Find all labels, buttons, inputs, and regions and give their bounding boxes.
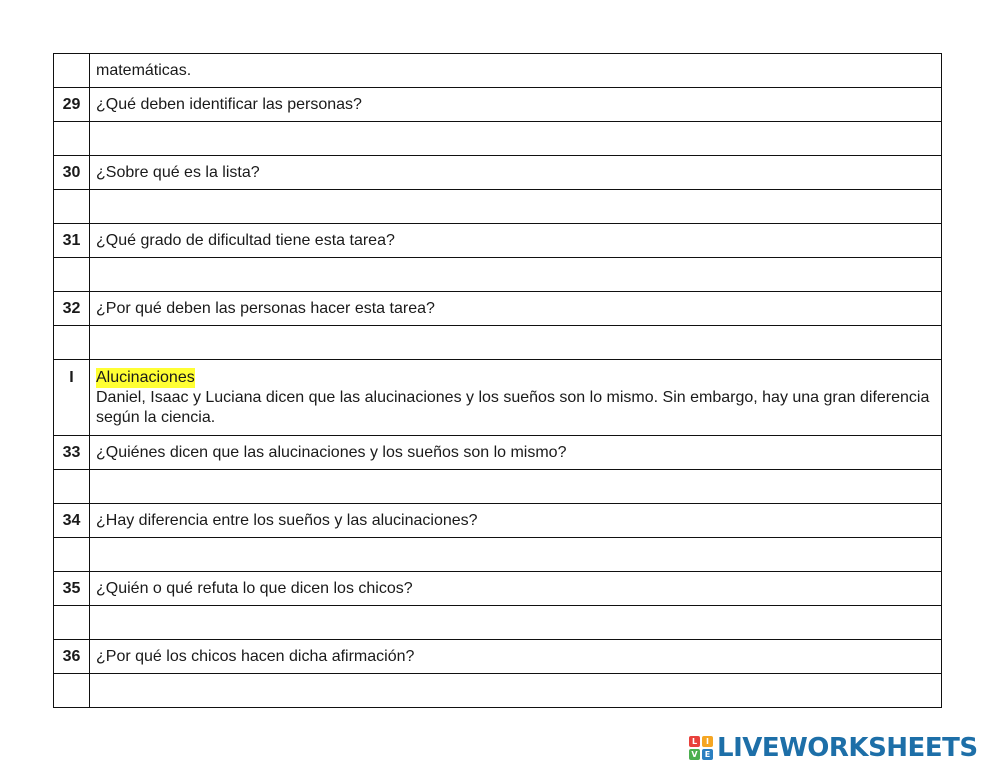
answer-row — [54, 674, 942, 708]
logo-mark-i: I — [702, 736, 713, 747]
worksheet-body — [54, 54, 942, 708]
answer-field[interactable] — [90, 326, 942, 360]
answer-row — [54, 538, 942, 572]
answer-field[interactable] — [90, 122, 942, 156]
question-text: ¿Sobre qué es la lista? — [90, 156, 942, 190]
continuation-text: matemáticas. — [90, 54, 942, 88]
logo-mark-v: V — [689, 749, 700, 760]
row-number — [54, 674, 90, 708]
row-number: 34 — [54, 504, 90, 538]
question-text: ¿Por qué los chicos hacen dicha afirmación? — [90, 640, 942, 674]
row-number: 36 — [54, 640, 90, 674]
question-row — [54, 572, 942, 606]
question-row — [54, 640, 942, 674]
row-number: I — [54, 360, 90, 436]
section-title: Alucinaciones — [96, 369, 195, 386]
logo-mark-l: L — [689, 736, 700, 747]
question-row — [54, 436, 942, 470]
answer-row — [54, 470, 942, 504]
question-row — [54, 88, 942, 122]
section-cell — [90, 360, 942, 436]
question-text: ¿Qué grado de dificultad tiene esta tarea? — [90, 224, 942, 258]
answer-row — [54, 326, 942, 360]
liveworksheets-logo — [689, 731, 978, 765]
worksheet-table — [53, 53, 942, 708]
answer-row — [54, 122, 942, 156]
answer-field[interactable] — [90, 674, 942, 708]
row-number — [54, 54, 90, 88]
row-number — [54, 258, 90, 292]
answer-field[interactable] — [90, 470, 942, 504]
row-number: 30 — [54, 156, 90, 190]
answer-field[interactable] — [90, 190, 942, 224]
answer-row — [54, 190, 942, 224]
row-number: 35 — [54, 572, 90, 606]
row-number — [54, 470, 90, 504]
row-number: 29 — [54, 88, 90, 122]
row-number — [54, 606, 90, 640]
answer-field[interactable] — [90, 538, 942, 572]
row-number — [54, 326, 90, 360]
continuation-row — [54, 54, 942, 88]
question-row — [54, 504, 942, 538]
row-number — [54, 538, 90, 572]
answer-field[interactable] — [90, 606, 942, 640]
row-number: 33 — [54, 436, 90, 470]
section-text: Daniel, Isaac y Luciana dicen que las alucinaciones y los sueños son lo mismo. Sin embargo, hay una gran diferencia según la ciencia. — [96, 389, 930, 426]
answer-row — [54, 258, 942, 292]
answer-field[interactable] — [90, 258, 942, 292]
liveworksheets-logo-icon — [689, 736, 713, 760]
liveworksheets-logo-text: LIVEWORKSHEETS — [717, 733, 978, 763]
row-number: 31 — [54, 224, 90, 258]
answer-row — [54, 606, 942, 640]
row-number: 32 — [54, 292, 90, 326]
question-text: ¿Quiénes dicen que las alucinaciones y los sueños son lo mismo? — [90, 436, 942, 470]
question-text: ¿Qué deben identificar las personas? — [90, 88, 942, 122]
question-row — [54, 292, 942, 326]
question-row — [54, 224, 942, 258]
row-number — [54, 190, 90, 224]
question-text: ¿Hay diferencia entre los sueños y las alucinaciones? — [90, 504, 942, 538]
question-row — [54, 156, 942, 190]
row-number — [54, 122, 90, 156]
question-text: ¿Por qué deben las personas hacer esta tarea? — [90, 292, 942, 326]
section-row — [54, 360, 942, 436]
question-text: ¿Quién o qué refuta lo que dicen los chicos? — [90, 572, 942, 606]
logo-mark-e: E — [702, 749, 713, 760]
